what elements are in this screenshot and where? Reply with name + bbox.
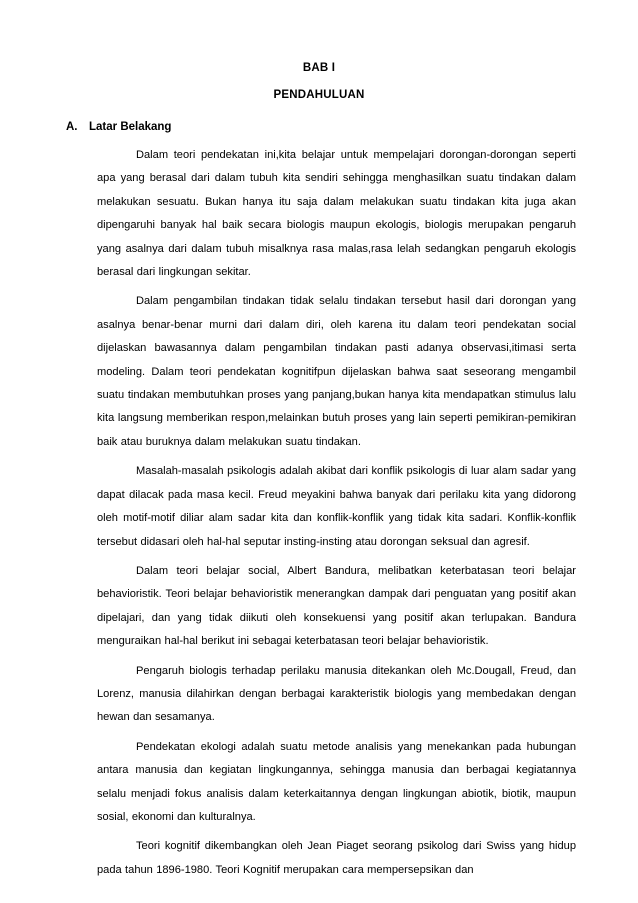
- section-title: Latar Belakang: [89, 121, 172, 133]
- section-heading: [66, 121, 171, 133]
- paragraph: Teori kognitif dikembangkan oleh Jean Piaget seorang psikolog dari Swiss yang hidup pada tahun 1896-1980. Teori Kognitif merupakan cara mempersepsikan dan: [97, 840, 576, 876]
- paragraph: Dalam teori pendekatan ini,kita belajar untuk mempelajari dorongan-dorongan seperti apa yang berasal dari dalam tubuh kita sendiri sehingga menghasilkan suatu tindakan dalam melakukan sesuatu. Bukan hanya itu saja dalam melakukan suatu tindakan kita juga akan dipengaruhi banyak hal baik secara biologis maupun ekologis, biologis merupakan pengaruh yang asalnya dari dalam tubuh misalknya rasa malas,rasa lelah sedangkan pengaruh ekologis berasal dari lingkungan sekitar.: [97, 149, 576, 279]
- section-letter: A.: [66, 121, 78, 133]
- paragraph: Dalam teori belajar social, Albert Bandura, melibatkan keterbatasan teori belajar behavioristik. Teori belajar behavioristik menerangkan dampak dari penguatan yang positif akan dipelajari, dan yang tidak diikuti oleh konsekuensi yang positif akan terlupakan. Bandura menguraikan hal-hal berikut ini sebagai keterbatasan teori belajar behavioristik.: [97, 564, 576, 648]
- paragraph: Dalam pengambilan tindakan tidak selalu tindakan tersebut hasil dari dorongan yang asalnya benar-benar murni dari dalam diri, oleh karena itu dalam teori pendekatan social dijelaskan bawasannya dalam pengambilan tindakan pasti adanya observasi,itimasi serta modeling. Dalam teori pendekatan kognitifpun dijelaskan bahwa saat seseorang mengambil suatu tindakan membutuhkan proses yang panjang,bukan hanya kita mendapatkan stimulus lalu kita langsung memberikan respon,melainkan butuh proses yang lain seperti pemikiran-pemikiran baik atau buruknya dalam melakukan suatu tindakan.: [97, 295, 576, 448]
- chapter-number: BAB I: [302, 62, 336, 74]
- paragraph: Pendekatan ekologi adalah suatu metode analisis yang menekankan pada hubungan antara manusia dan kegiatan lingkungannya, sehingga manusia dan berbagai kegiatannya selalu menjadi fokus analisis dalam keterkaitannya dengan lingkungan abiotik, biotik, maupun sosial, ekonomi dan kulturalnya.: [97, 740, 576, 823]
- paragraph: Pengaruh biologis terhadap perilaku manusia ditekankan oleh Mc.Dougall, Freud, dan Lorenz, manusia dilahirkan dengan berbagai karakteristik biologis yang membedakan dengan hewan dan sesamanya.: [97, 664, 576, 724]
- chapter-title: PENDAHULUAN: [273, 89, 365, 101]
- body-text: [97, 144, 576, 888]
- paragraph: Masalah-masalah psikologis adalah akibat dari konflik psikologis di luar alam sadar yang dapat dilacak pada masa kecil. Freud meyakini bahwa banyak dari perilaku kita yang didorong oleh motif-motif diliar alam sadar kita dan konflik-konflik yang tidak kita sadari. Konflik-konflik tersebut didasari oleh hal-hal seputar insting-insting atau dorongan seksual dan agresif.: [97, 465, 576, 548]
